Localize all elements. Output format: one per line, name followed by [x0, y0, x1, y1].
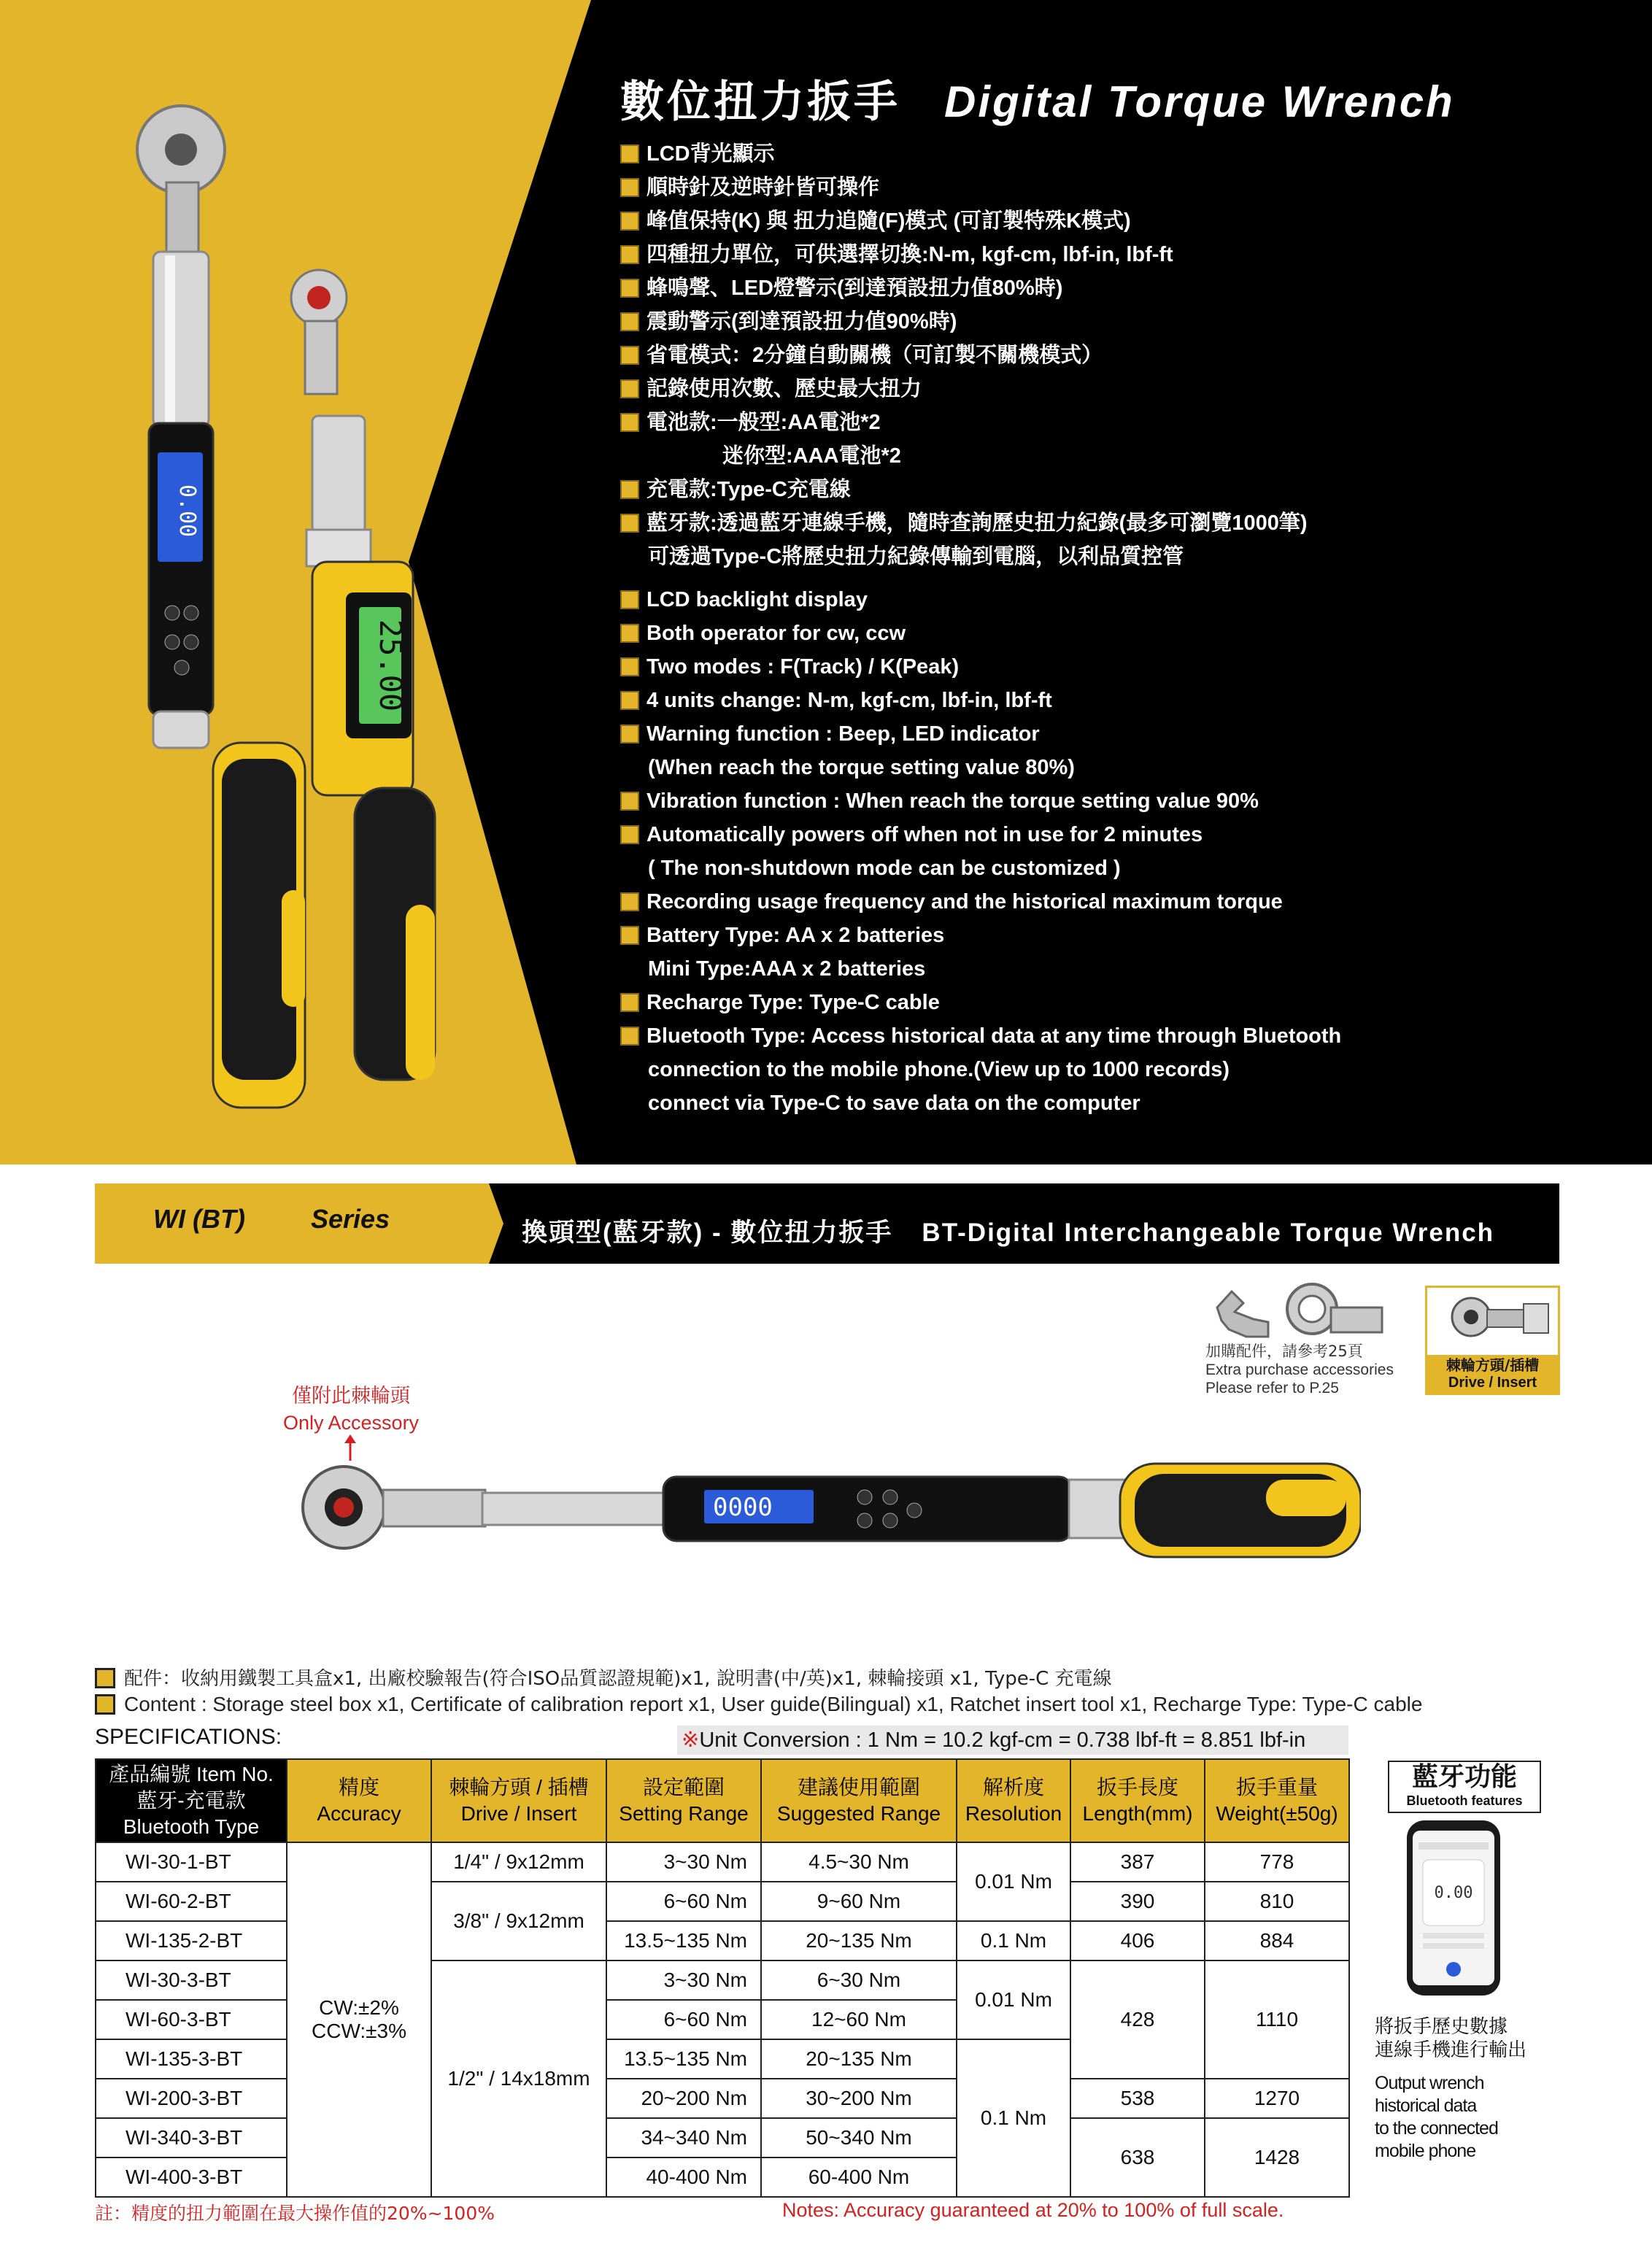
feature-en: Recharge Type: Type-C cable [620, 991, 940, 1015]
phone-screen [1413, 1831, 1494, 1985]
table-row [96, 1882, 1349, 1921]
series-code: WI (BT) [153, 1204, 245, 1234]
cell-setting: 13.5~135 Nm [606, 2039, 761, 2079]
drive-insert-box: 棘輪方頭/插槽 Drive / Insert [1425, 1286, 1560, 1395]
cell-length: 406 [1070, 1921, 1205, 1961]
col-setting-range: 設定範圍 Setting Range [606, 1759, 761, 1842]
cell-weight: 884 [1205, 1921, 1349, 1961]
bullet-box-icon [620, 624, 639, 643]
feature-en: LCD backlight display [620, 588, 868, 612]
feature-zh: 省電模式：2分鐘自動關機（可訂製不關機模式） [620, 339, 1103, 368]
feature-zh: 藍牙款:透過藍牙連線手機，隨時查詢歷史扭力紀錄(最多可瀏覽1000筆) [620, 506, 1308, 536]
table-row [96, 1961, 1349, 2000]
table-header-row [96, 1759, 1349, 1842]
feature-en: 4 units change: N-m, kgf-cm, lbf-in, lbf-ft [620, 689, 1052, 713]
bullet-box-icon [620, 691, 639, 710]
bullet-box-icon [620, 590, 639, 609]
bullet-box-icon [620, 279, 639, 298]
feature-en: ( The non-shutdown mode can be customized ) [648, 857, 1121, 880]
cell-drive: 3/8" / 9x12mm [431, 1882, 606, 1961]
col-resolution: 解析度 Resolution [957, 1759, 1070, 1842]
table-row [96, 2079, 1349, 2118]
cell-resolution: 0.01 Nm [957, 1961, 1070, 2039]
col-length: 扳手長度 Length(mm) [1070, 1759, 1205, 1842]
cell-setting: 13.5~135 Nm [606, 1921, 761, 1961]
bullet-box-icon [620, 212, 639, 231]
feature-en: connect via Type-C to save data on the computer [648, 1092, 1140, 1115]
cell-resolution: 0.01 Nm [957, 1842, 1070, 1921]
cell-model: WI-60-2-BT [96, 1882, 287, 1921]
phone-screen-value: 0.00 [1434, 1884, 1473, 1902]
cell-model: WI-340-3-BT [96, 2118, 287, 2158]
accessory-note: 加購配件，請參考25頁 Extra purchase accessories Please refer to P.25 [1205, 1343, 1394, 1397]
accuracy-note-en: Notes: Accuracy guaranteed at 20% to 100% of full scale. [782, 2199, 1284, 2221]
cell-weight: 1110 [1205, 1961, 1349, 2079]
cell-suggested: 12~60 Nm [761, 2000, 957, 2039]
specifications-label: SPECIFICATIONS: [95, 1725, 282, 1749]
bullet-box-icon [620, 792, 639, 811]
lcd-value-left: 0.00 [174, 484, 200, 538]
bullet-box-icon [620, 480, 639, 499]
feature-en: Mini Type:AAA x 2 batteries [648, 957, 926, 981]
bluetooth-features-box: 藍牙功能 Bluetooth features [1388, 1761, 1541, 1813]
col-accuracy: 精度 Accuracy [287, 1759, 431, 1842]
cell-resolution: 0.1 Nm [957, 2039, 1070, 2197]
cell-model: WI-30-1-BT [96, 1842, 287, 1882]
bullet-box-icon [620, 926, 639, 945]
bullet-box-icon [620, 725, 639, 743]
col-suggested-range: 建議使用範圍 Suggested Range [761, 1759, 957, 1842]
feature-en: Vibration function : When reach the torque setting value 90% [620, 789, 1259, 814]
feature-zh: 記錄使用次數、歷史最大扭力 [620, 372, 922, 402]
lcd-value-horizontal: 0000 [713, 1493, 773, 1522]
cell-setting: 6~60 Nm [606, 2000, 761, 2039]
cell-model: WI-135-2-BT [96, 1921, 287, 1961]
bluetooth-desc-en: Output wrench historical data to the connected mobile phone [1375, 2073, 1498, 2161]
spec-table [95, 1758, 1350, 2198]
cell-suggested: 60-400 Nm [761, 2158, 957, 2197]
drive-insert-icon [1427, 1288, 1559, 1357]
cell-setting: 34~340 Nm [606, 2118, 761, 2158]
table-row [96, 2118, 1349, 2158]
cell-model: WI-400-3-BT [96, 2158, 287, 2197]
cell-length: 387 [1070, 1842, 1205, 1882]
feature-zh: 峰值保持(K) 與 扭力追隨(F)模式 (可訂製特殊K模式) [620, 204, 1131, 234]
feature-en: Automatically powers off when not in use for 2 minutes [620, 823, 1203, 847]
cell-weight: 810 [1205, 1882, 1349, 1921]
ring-head-icon [1287, 1284, 1382, 1334]
feature-en: (When reach the torque setting value 80%) [648, 756, 1075, 779]
cell-suggested: 30~200 Nm [761, 2079, 957, 2118]
bullet-box-icon [620, 346, 639, 365]
contents-en: Content : Storage steel box x1, Certificate of calibration report x1, User guide(Bilingual) x1, Ratchet insert tool x1, Recharge Type: Type-C cable [95, 1693, 1422, 1716]
cell-drive: 1/4" / 9x12mm [431, 1842, 606, 1882]
cell-drive: 1/2" / 14x18mm [431, 1961, 606, 2197]
cell-model: WI-135-3-BT [96, 2039, 287, 2079]
feature-en: connection to the mobile phone.(View up to 1000 records) [648, 1058, 1230, 1081]
cell-setting: 3~30 Nm [606, 1961, 761, 2000]
cell-setting: 3~30 Nm [606, 1842, 761, 1882]
only-accessory-note: 僅附此棘輪頭 Only Accessory [283, 1385, 420, 1434]
bullet-box-icon [620, 657, 639, 676]
cell-model: WI-30-3-BT [96, 1961, 287, 2000]
bullet-box-icon [620, 178, 639, 197]
cell-suggested: 20~135 Nm [761, 2039, 957, 2079]
series-word: Series [311, 1204, 390, 1234]
contents-zh: 配件：收納用鐵製工具盒x1, 出廠校驗報告(符合ISO品質認證規範)x1, 說明書(中/英)x1, 棘輪接頭 x1, Type-C 充電線 [95, 1664, 1112, 1691]
feature-zh: 蜂鳴聲、LED燈警示(到達預設扭力值80%時) [620, 271, 1062, 301]
cell-weight: 1428 [1205, 2118, 1349, 2197]
cell-weight: 778 [1205, 1842, 1349, 1882]
col-drive: 棘輪方頭 / 插槽 Drive / Insert [431, 1759, 606, 1842]
feature-en: Two modes : F(Track) / K(Peak) [620, 655, 959, 679]
cell-suggested: 20~135 Nm [761, 1921, 957, 1961]
title-zh: 數位扭力扳手 [620, 77, 900, 128]
lcd-value-right: 25.00 [373, 619, 409, 712]
cell-setting: 20~200 Nm [606, 2079, 761, 2118]
feature-zh: 四種扭力單位，可供選擇切換:N-m, kgf-cm, lbf-in, lbf-ft [620, 238, 1173, 268]
feature-zh: 電池款:一般型:AA電池*2 [620, 406, 881, 436]
bullet-box-icon [620, 892, 639, 911]
wrench-image-horizontal [296, 1445, 1361, 1569]
cell-suggested: 4.5~30 Nm [761, 1842, 957, 1882]
table-row [96, 1921, 1349, 1961]
accuracy-note-zh: 註：精度的扭力範圍在最大操作值的20%~100% [95, 2203, 495, 2224]
open-end-head-icon [1217, 1291, 1268, 1337]
phone-image [1407, 1820, 1500, 1996]
bullet-box-icon [620, 379, 639, 398]
cell-model: WI-60-3-BT [96, 2000, 287, 2039]
feature-zh: 震動警示(到達預設扭力值90%時) [620, 305, 957, 335]
feature-zh: 順時針及逆時針皆可操作 [620, 171, 879, 201]
series-title: 換頭型(藍牙款) - 數位扭力扳手 BT-Digital Interchangeable Torque Wrench [522, 1218, 1495, 1247]
cell-setting: 40-400 Nm [606, 2158, 761, 2197]
table-row [96, 1842, 1349, 1882]
bullet-box-icon [620, 312, 639, 331]
hero-title [620, 67, 1455, 130]
bullet-box-icon [620, 993, 639, 1012]
cell-length: 390 [1070, 1882, 1205, 1921]
cell-length: 538 [1070, 2079, 1205, 2118]
cell-weight: 1270 [1205, 2079, 1349, 2118]
col-weight: 扳手重量 Weight(±50g) [1205, 1759, 1349, 1842]
feature-zh: 充電款:Type-C充電線 [620, 473, 851, 503]
cell-accuracy: CW:±2% CCW:±3% [287, 1842, 431, 2197]
bullet-box-icon [95, 1668, 115, 1688]
bluetooth-desc-zh: 將扳手歷史數據 連線手機進行輸出 [1375, 2016, 1527, 2061]
bullet-box-icon [620, 1027, 639, 1046]
bullet-box-icon [620, 514, 639, 533]
cell-setting: 6~60 Nm [606, 1882, 761, 1921]
bullet-box-icon [620, 413, 639, 432]
feature-en: Recording usage frequency and the historical maximum torque [620, 890, 1283, 914]
accessory-heads-image [1203, 1278, 1392, 1344]
bullet-box-icon [95, 1694, 115, 1715]
feature-zh: LCD背光顯示 [620, 137, 775, 167]
feature-en: Both operator for cw, ccw [620, 622, 906, 646]
cell-suggested: 9~60 Nm [761, 1882, 957, 1921]
bullet-box-icon [620, 144, 639, 163]
cell-length: 428 [1070, 1961, 1205, 2079]
feature-zh: 可透過Type-C將歷史扭力紀錄傳輸到電腦，以利品質控管 [648, 545, 1184, 568]
bullet-box-icon [620, 245, 639, 264]
feature-en: Battery Type: AA x 2 batteries [620, 924, 944, 948]
cell-suggested: 6~30 Nm [761, 1961, 957, 2000]
unit-conversion: ※Unit Conversion : 1 Nm = 10.2 kgf-cm = 0.738 lbf-ft = 8.851 lbf-in [677, 1726, 1348, 1755]
title-en: Digital Torque Wrench [944, 77, 1455, 126]
feature-en: Bluetooth Type: Access historical data at any time through Bluetooth [620, 1024, 1341, 1048]
cell-resolution: 0.1 Nm [957, 1921, 1070, 1961]
feature-zh: 迷你型:AAA電池*2 [722, 444, 901, 468]
bullet-box-icon [620, 825, 639, 844]
cell-length: 638 [1070, 2118, 1205, 2197]
series-banner [95, 1183, 1559, 1264]
cell-suggested: 50~340 Nm [761, 2118, 957, 2158]
cell-model: WI-200-3-BT [96, 2079, 287, 2118]
feature-en: Warning function : Beep, LED indicator [620, 722, 1040, 746]
col-item-no: 產品編號 Item No. 藍牙-充電款 Bluetooth Type [96, 1759, 287, 1842]
